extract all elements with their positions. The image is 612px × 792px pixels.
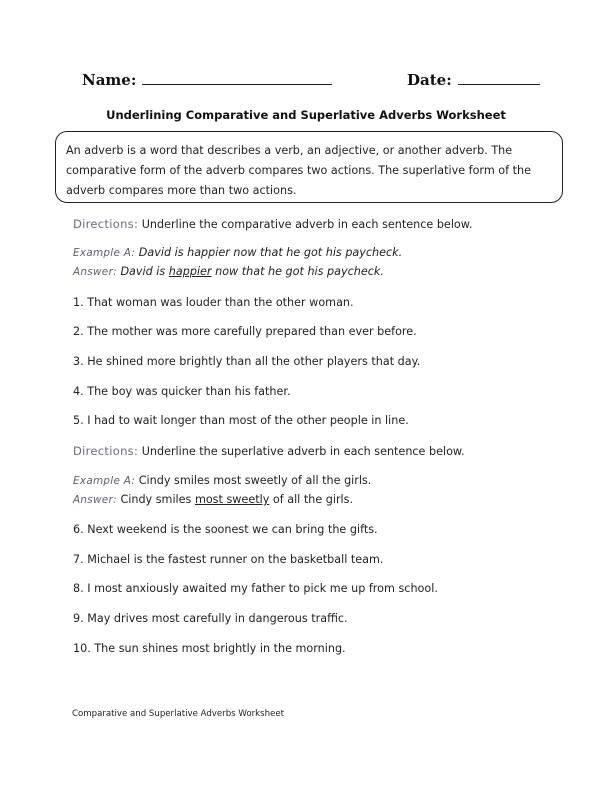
answer-underlined-word: happier [168, 265, 212, 278]
page-title: Underlining Comparative and Superlative Adverbs Worksheet [106, 108, 506, 122]
directions-text: Underline the superlative adverb in each sentence below. [141, 445, 465, 458]
directions-label: Directions: [73, 217, 139, 231]
directions-2 [73, 444, 465, 458]
question-item: 6. Next weekend is the soonest we can bring the gifts. [73, 523, 378, 536]
name-field [82, 70, 332, 89]
date-field [407, 70, 540, 89]
example-label: Example A: [73, 475, 136, 487]
name-label: Name: [82, 71, 137, 89]
answer-2 [73, 493, 353, 506]
answer-label: Answer: [73, 266, 117, 278]
question-item: 1. That woman was louder than the other woman. [73, 296, 354, 309]
answer-text [120, 493, 353, 506]
answer-after: now that he got his paycheck. [211, 265, 384, 278]
example-text: Cindy smiles most sweetly of all the girls. [138, 474, 372, 487]
directions-label: Directions: [73, 444, 139, 458]
answer-before: Cindy smiles [120, 493, 195, 506]
page-footer: Comparative and Superlative Adverbs Worksheet [72, 709, 284, 719]
answer-text [120, 265, 383, 278]
question-item: 3. He shined more brightly than all the other players that day. [73, 355, 421, 368]
question-item: 10. The sun shines most brightly in the morning. [73, 642, 346, 655]
question-item: 2. The mother was more carefully prepared than ever before. [73, 325, 417, 338]
question-item: 8. I most anxiously awaited my father to pick me up from school. [73, 582, 438, 595]
answer-label: Answer: [73, 494, 117, 506]
definition-box: An adverb is a word that describes a verb, an adjective, or another adverb. The comparative form of the adverb compares two actions. The superlative form of the adverb compares more than two actions. [55, 131, 563, 203]
question-item: 4. The boy was quicker than his father. [73, 385, 291, 398]
question-item: 9. May drives most carefully in dangerous traffic. [73, 612, 348, 625]
answer-before: David is [120, 265, 169, 278]
example-text: David is happier now that he got his paycheck. [138, 246, 403, 259]
answer-underlined-word: most sweetly [194, 493, 270, 506]
date-blank-line[interactable] [458, 70, 540, 85]
question-item: 5. I had to wait longer than most of the other people in line. [73, 414, 409, 427]
question-item: 7. Michael is the fastest runner on the basketball team. [73, 553, 384, 566]
directions-text: Underline the comparative adverb in each sentence below. [141, 218, 473, 231]
example-2 [73, 474, 371, 487]
answer-1 [73, 265, 384, 278]
example-label: Example A: [73, 247, 136, 259]
name-blank-line[interactable] [142, 70, 332, 85]
example-1 [73, 246, 402, 259]
directions-1 [73, 217, 472, 231]
answer-after: of all the girls. [269, 493, 354, 506]
date-label: Date: [407, 71, 452, 89]
